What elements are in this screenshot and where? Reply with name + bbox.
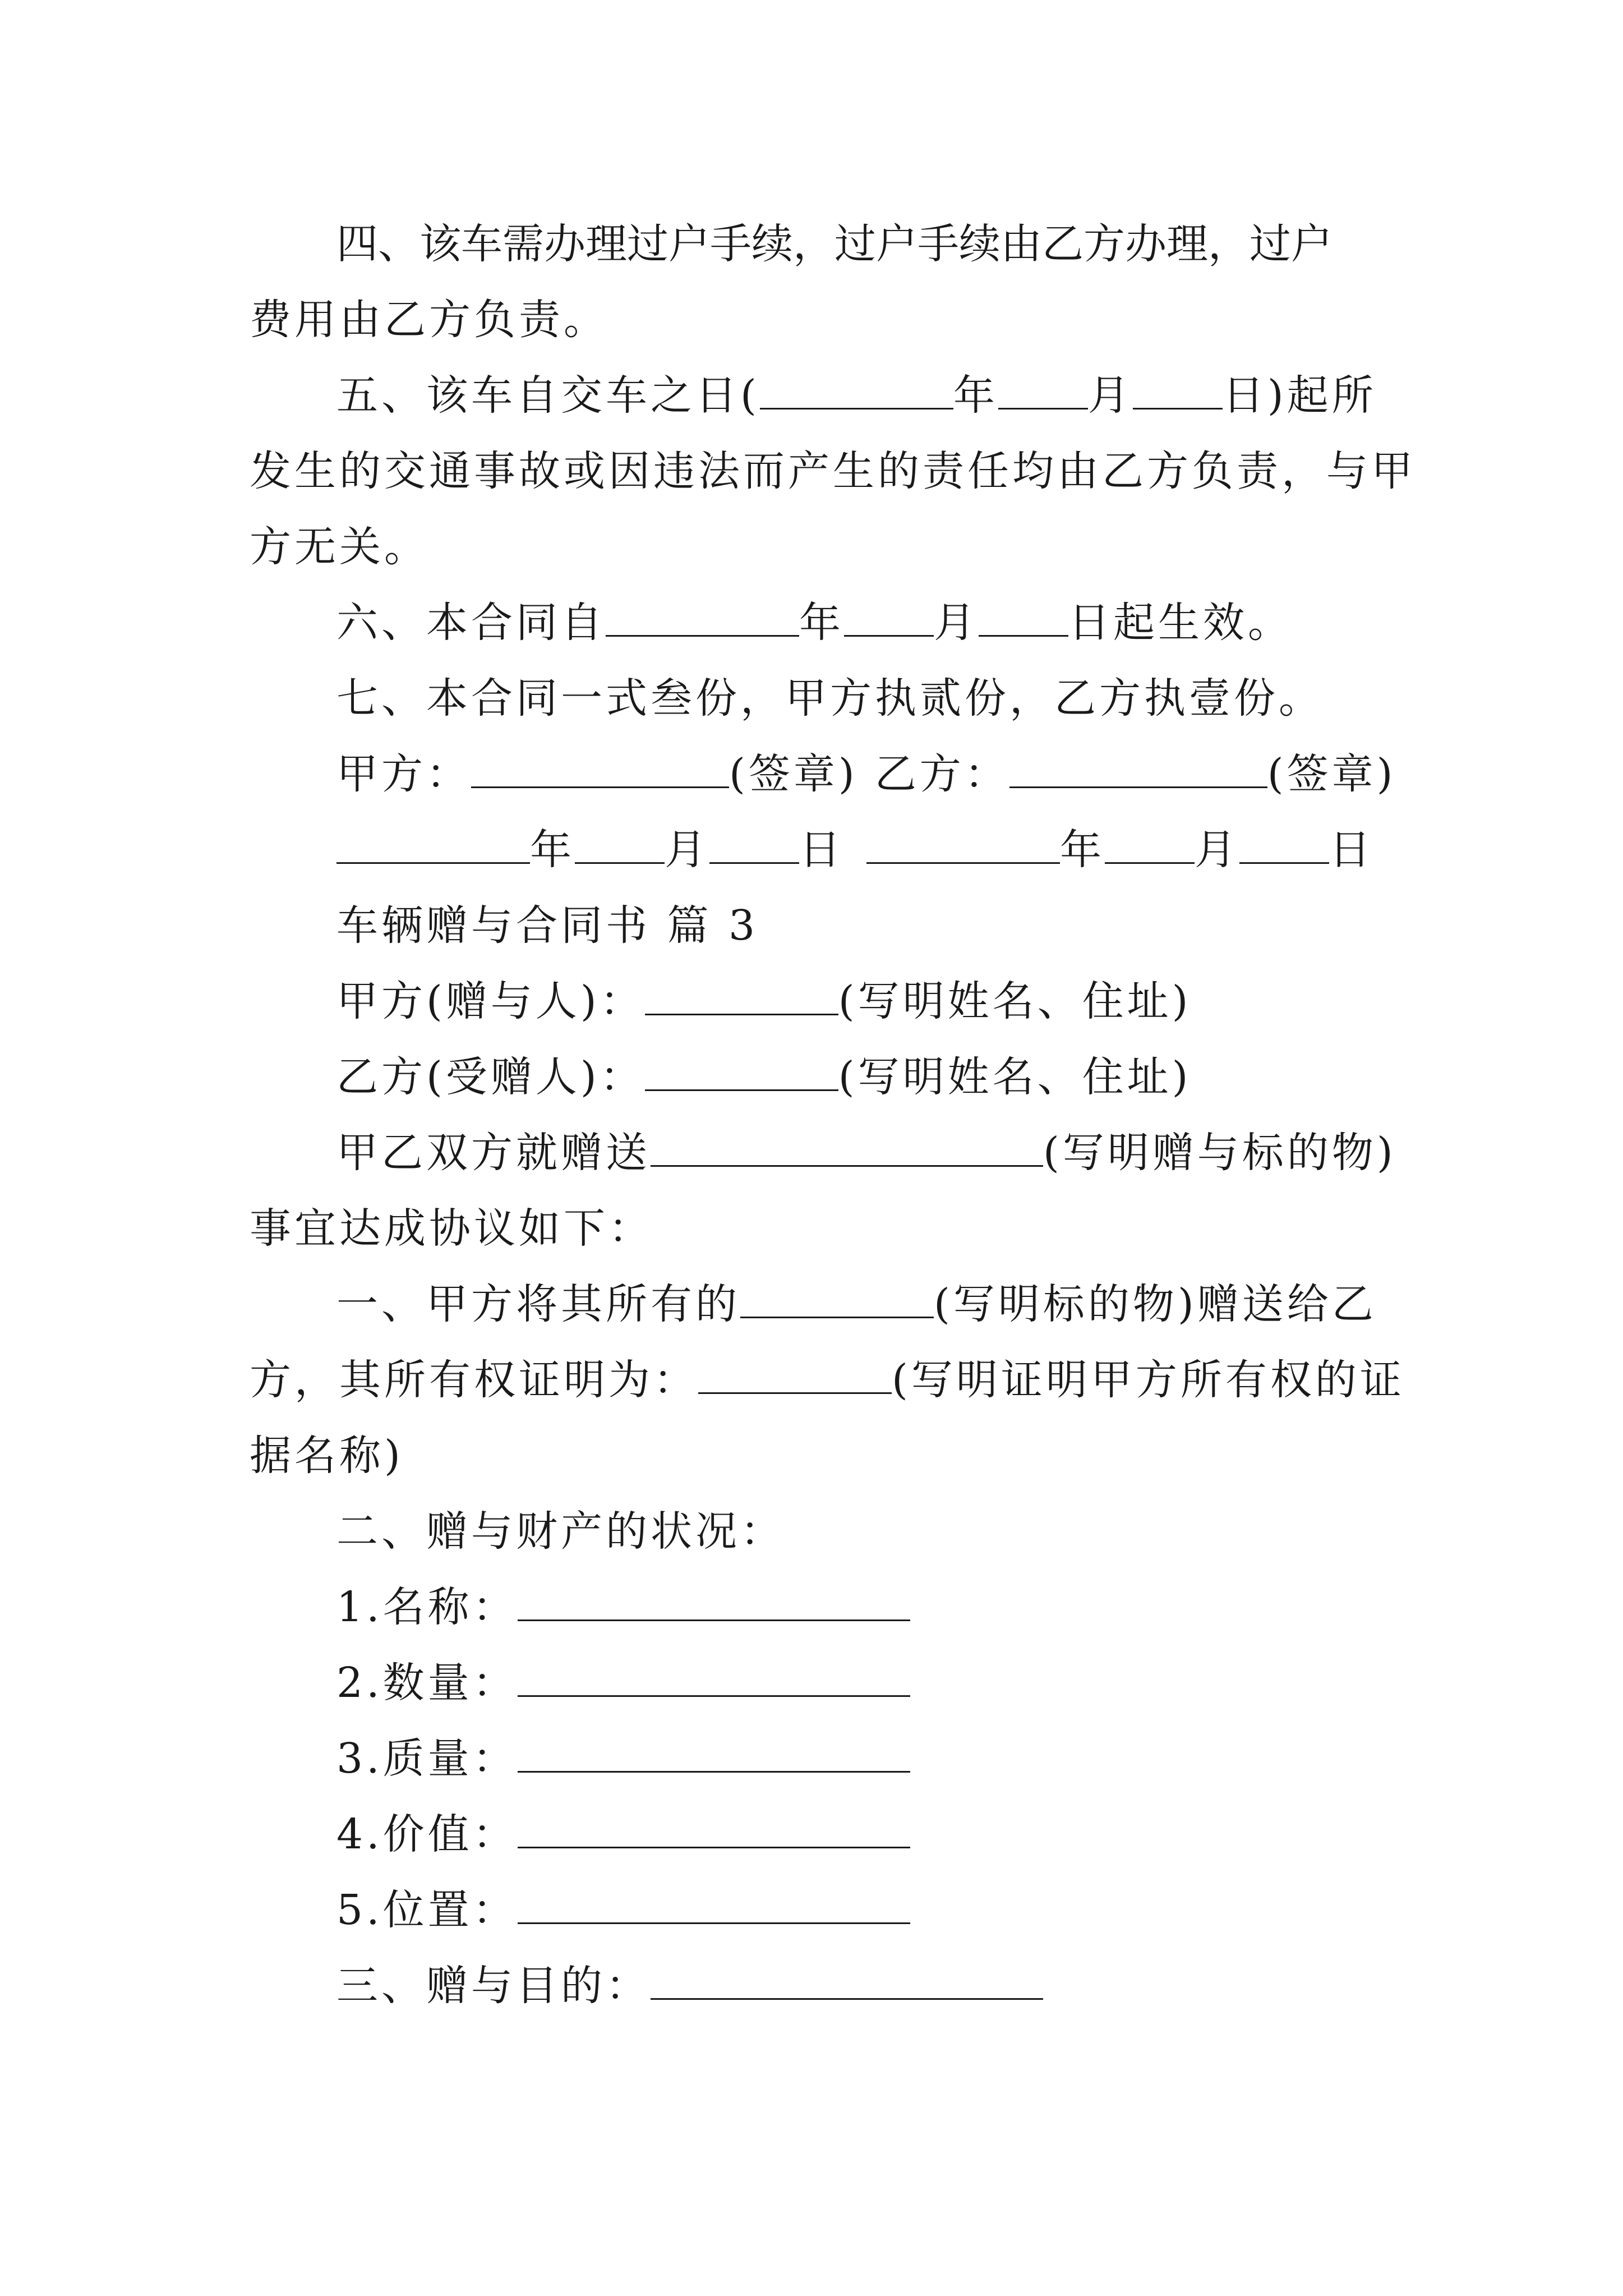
article-1-line-2-suffix: (写明证明甲方所有权的证 bbox=[892, 1356, 1405, 1404]
agreement-prefix: 甲乙双方就赠送 bbox=[336, 1129, 651, 1177]
property-item-location bbox=[336, 1882, 910, 1938]
gift-item-blank[interactable] bbox=[651, 1130, 1043, 1167]
section-3-title: 车辆赠与合同书 篇 3 bbox=[336, 901, 759, 950]
article-2-title: 二、赠与财产的状况： bbox=[336, 1507, 785, 1556]
month-label: 月 bbox=[934, 599, 979, 647]
clause-5-line-1 bbox=[336, 367, 1377, 424]
year-label: 年 bbox=[799, 599, 844, 647]
agreement-line-1 bbox=[336, 1125, 1396, 1181]
party-b-year-blank[interactable] bbox=[866, 827, 1060, 864]
property-location-blank[interactable] bbox=[518, 1888, 910, 1924]
article-1-line-2 bbox=[250, 1352, 1405, 1408]
donor-note: (写明姓名、住址) bbox=[838, 977, 1192, 1025]
effective-day-blank[interactable] bbox=[979, 600, 1068, 637]
donor-blank[interactable] bbox=[645, 979, 838, 1015]
party-b-month-blank[interactable] bbox=[1105, 827, 1195, 864]
article-1-line-3: 据名称) bbox=[250, 1432, 404, 1480]
clause-6-line bbox=[336, 595, 1293, 651]
day-label: 日 bbox=[1222, 371, 1267, 420]
property-name-blank[interactable] bbox=[518, 1585, 910, 1621]
property-item-value bbox=[336, 1806, 910, 1862]
day-label: 日 bbox=[799, 826, 844, 874]
party-a-seal-label: (签章) bbox=[729, 750, 858, 798]
donee-line bbox=[336, 1049, 1192, 1105]
party-a-signature-blank[interactable] bbox=[471, 752, 729, 788]
ownership-proof-blank[interactable] bbox=[698, 1358, 892, 1394]
party-b-label: 乙方： bbox=[874, 750, 1009, 798]
property-quantity-blank[interactable] bbox=[518, 1660, 910, 1697]
party-a-day-blank[interactable] bbox=[709, 827, 799, 864]
date-year-blank[interactable] bbox=[760, 373, 953, 409]
clause-5-prefix: 五、该车自交车之日( bbox=[336, 371, 760, 420]
property-item-name bbox=[336, 1579, 910, 1635]
property-item-label: 3.质量： bbox=[336, 1734, 518, 1783]
property-item-label: 4.价值： bbox=[336, 1810, 518, 1858]
clause-5-line-3: 方无关。 bbox=[250, 523, 429, 571]
month-label: 月 bbox=[1195, 826, 1239, 874]
clause-7-line: 七、本合同一式叁份，甲方执贰份，乙方执壹份。 bbox=[336, 674, 1324, 723]
article-3-label: 三、赠与目的： bbox=[336, 1962, 651, 2010]
property-item-label: 1.名称： bbox=[336, 1583, 518, 1631]
party-b-day-blank[interactable] bbox=[1239, 827, 1329, 864]
donee-blank[interactable] bbox=[645, 1055, 838, 1091]
article-1-line-2-prefix: 方，其所有权证明为： bbox=[250, 1356, 698, 1404]
property-item-quantity bbox=[336, 1655, 910, 1711]
clause-4-text: 四、该车需办理过户手续，过户手续由乙方办理，过户 bbox=[336, 220, 1332, 268]
donor-label: 甲方(赠与人)： bbox=[336, 977, 645, 1025]
subject-matter-blank[interactable] bbox=[740, 1282, 934, 1318]
clause-6-prefix: 六、本合同自 bbox=[336, 599, 606, 647]
property-quality-blank[interactable] bbox=[518, 1736, 910, 1773]
clause-5-suffix: )起所 bbox=[1267, 371, 1377, 420]
year-label: 年 bbox=[1060, 826, 1105, 874]
article-1-line-1 bbox=[336, 1276, 1377, 1332]
effective-year-blank[interactable] bbox=[606, 600, 799, 637]
party-a-year-blank[interactable] bbox=[336, 827, 530, 864]
date-month-blank[interactable] bbox=[998, 373, 1088, 409]
clause-5-line-2: 发生的交通事故或因违法而产生的责任均由乙方负责，与甲 bbox=[250, 447, 1416, 495]
party-b-signature-blank[interactable] bbox=[1009, 752, 1267, 788]
property-value-blank[interactable] bbox=[518, 1812, 910, 1848]
clause-6-suffix: 日起生效。 bbox=[1068, 599, 1293, 647]
property-item-label: 5.位置： bbox=[336, 1886, 518, 1934]
year-label: 年 bbox=[530, 826, 575, 874]
agreement-note: (写明赠与标的物) bbox=[1043, 1129, 1396, 1177]
gift-purpose-blank[interactable] bbox=[651, 1963, 1043, 2000]
donee-note: (写明姓名、住址) bbox=[838, 1053, 1192, 1101]
party-a-month-blank[interactable] bbox=[575, 827, 665, 864]
month-label: 月 bbox=[1087, 371, 1133, 420]
clause-4-line-1 bbox=[336, 216, 1380, 272]
year-label: 年 bbox=[953, 371, 998, 420]
signature-line bbox=[336, 746, 1396, 802]
party-a-label: 甲方： bbox=[336, 750, 471, 798]
month-label: 月 bbox=[665, 826, 709, 874]
signature-date-line bbox=[336, 822, 1374, 878]
date-day-blank[interactable] bbox=[1133, 373, 1223, 409]
article-1-prefix: 一、甲方将其所有的 bbox=[336, 1280, 740, 1328]
party-b-seal-label: (签章) bbox=[1267, 750, 1396, 798]
property-item-label: 2.数量： bbox=[336, 1659, 518, 1707]
donee-label: 乙方(受赠人)： bbox=[336, 1053, 645, 1101]
effective-month-blank[interactable] bbox=[844, 600, 934, 637]
property-item-quality bbox=[336, 1731, 910, 1787]
donor-line bbox=[336, 973, 1192, 1029]
article-1-middle: (写明标的物)赠送给乙 bbox=[934, 1280, 1377, 1328]
agreement-line-2: 事宜达成协议如下： bbox=[250, 1204, 653, 1253]
day-label: 日 bbox=[1329, 826, 1374, 874]
article-3-line bbox=[336, 1958, 1043, 2014]
clause-4-line-2: 费用由乙方负责。 bbox=[250, 296, 608, 344]
